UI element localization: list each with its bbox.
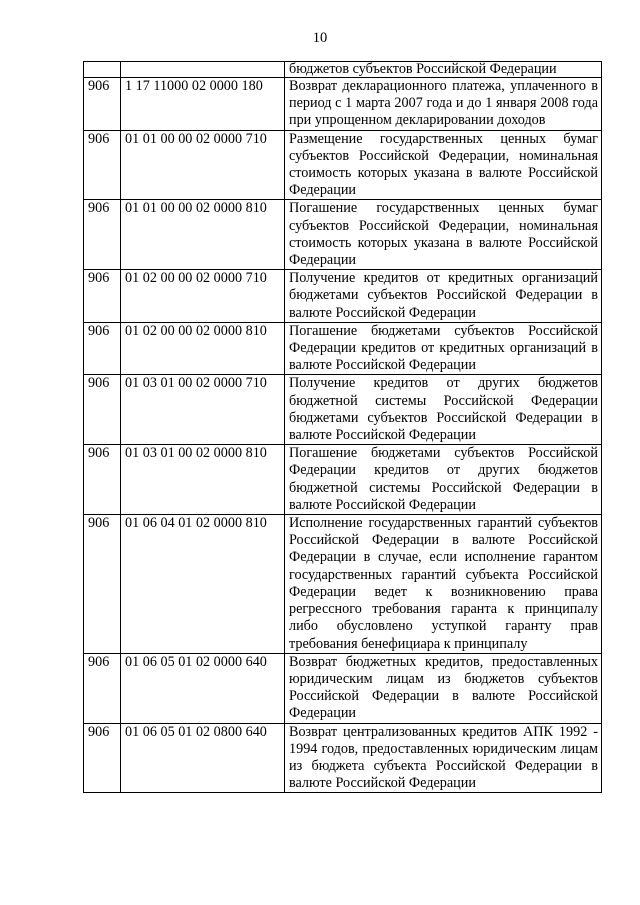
admin-code-cell: 906 [84,723,121,793]
table-row [84,270,602,323]
description-cell: Погашение бюджетами субъектов Российской Федерации кредитов от других бюджетов бюджетной системы Российской Федерации в валюте Российской Федерации [285,445,602,515]
table-row [84,375,602,445]
description-cell: Возврат бюджетных кредитов, предоставленных юридическим лицам из бюджетов субъектов Российской Федерации в валюте Российской Федерации [285,653,602,723]
table-row [84,723,602,793]
budget-classification-code-cell: 01 06 05 01 02 0000 640 [121,653,285,723]
table-row [84,515,602,654]
table-row [84,200,602,270]
description-cell: Размещение государственных ценных бумаг субъектов Российской Федерации, номинальная стоимость которых указана в валюте Российской Федерации [285,130,602,200]
budget-classification-code-cell: 01 02 00 00 02 0000 710 [121,270,285,323]
admin-code-cell: 906 [84,515,121,654]
description-cell: бюджетов субъектов Российской Федерации [285,62,602,78]
budget-classification-code-cell: 01 03 01 00 02 0000 810 [121,445,285,515]
admin-code-cell [84,62,121,78]
admin-code-cell: 906 [84,445,121,515]
budget-classification-code-cell: 01 01 00 00 02 0000 810 [121,200,285,270]
admin-code-cell: 906 [84,270,121,323]
admin-code-cell: 906 [84,200,121,270]
table-row [84,78,602,131]
description-cell: Погашение государственных ценных бумаг субъектов Российской Федерации, номинальная стоимость которых указана в валюте Российской Федерации [285,200,602,270]
budget-classification-code-cell [121,62,285,78]
budget-classification-code-cell: 01 06 05 01 02 0800 640 [121,723,285,793]
table-row [84,653,602,723]
description-cell: Получение кредитов от кредитных организаций бюджетами субъектов Российской Федерации в валюте Российской Федерации [285,270,602,323]
description-cell: Возврат централизованных кредитов АПК 1992 - 1994 годов, предоставленных юридическим лицам из бюджета субъекта Российской Федерации в валюте Российской Федерации [285,723,602,793]
table-row [84,445,602,515]
description-cell: Исполнение государственных гарантий субъектов Российской Федерации в валюте Российской Федерации в случае, если исполнение гарантом государственных гарантий субъекта Российской Федерации ведет к возникновению права регрессного требования гаранта к принципалу либо обусловлено уступкой гаранту прав требования бенефициара к принципалу [285,515,602,654]
admin-code-cell: 906 [84,78,121,131]
table-row [84,62,602,78]
admin-code-cell: 906 [84,130,121,200]
budget-classification-code-cell: 01 02 00 00 02 0000 810 [121,322,285,375]
page-number: 10 [312,30,328,46]
description-cell: Возврат декларационного платежа, уплаченного в период с 1 марта 2007 года и до 1 января 2008 года при упрощенном декларировании доходов [285,78,602,131]
budget-codes-table [83,61,602,793]
table-row [84,130,602,200]
admin-code-cell: 906 [84,375,121,445]
description-cell: Погашение бюджетами субъектов Российской Федерации кредитов от кредитных организаций в валюте Российской Федерации [285,322,602,375]
budget-classification-code-cell: 01 01 00 00 02 0000 710 [121,130,285,200]
description-cell: Получение кредитов от других бюджетов бюджетной системы Российской Федерации бюджетами субъектов Российской Федерации в валюте Российской Федерации [285,375,602,445]
budget-classification-code-cell: 01 06 04 01 02 0000 810 [121,515,285,654]
table-row [84,322,602,375]
admin-code-cell: 906 [84,653,121,723]
budget-classification-code-cell: 1 17 11000 02 0000 180 [121,78,285,131]
budget-classification-code-cell: 01 03 01 00 02 0000 710 [121,375,285,445]
admin-code-cell: 906 [84,322,121,375]
